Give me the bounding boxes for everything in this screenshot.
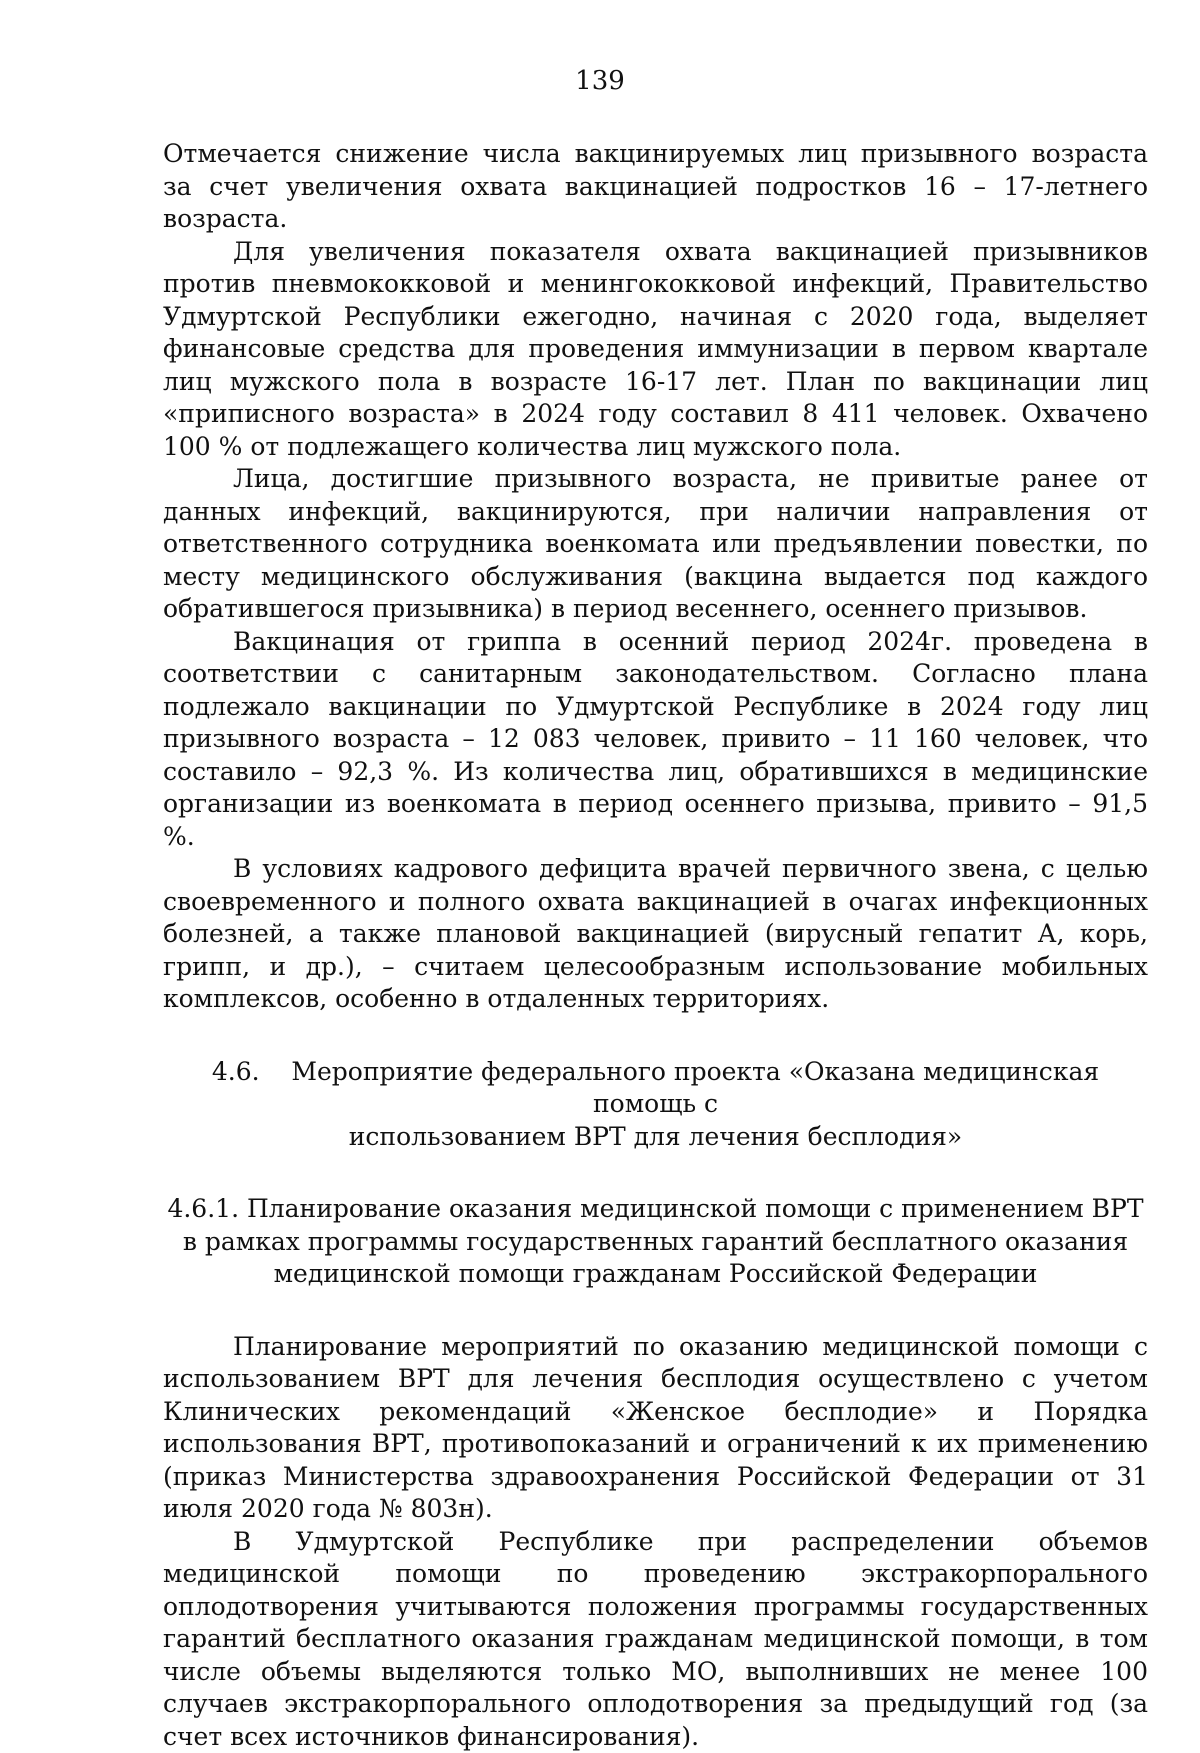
paragraph: Для увеличения показателя охвата вакцинацией призывников против пневмококковой и менингококковой инфекций, Правительство Удмуртской Республики ежегодно, начиная с 2020 года, выделяет финансовые средства для проведения иммунизации в первом квартале лиц мужского пола в возрасте 16-17 лет. План по вакцинации лиц «приписного возраста» в 2024 году составил 8 411 человек. Охвачено 100 % от подлежащего количества лиц мужского пола. (163, 236, 1148, 464)
section-heading-line: использованием ВРТ для лечения бесплодия» (163, 1121, 1148, 1154)
subsection-heading-line: медицинской помощи гражданам Российской Федерации (163, 1258, 1148, 1291)
paragraph: Лица, достигшие призывного возраста, не привитые ранее от данных инфекций, вакцинируются, при наличии направления от ответственного сотрудника военкомата или предъявлении повестки, по месту медицинского обслуживания (вакцина выдается под каждого обратившегося призывника) в период весеннего, осеннего призывов. (163, 463, 1148, 626)
paragraph: Планирование мероприятий по оказанию медицинской помощи с использованием ВРТ для лечения бесплодия осуществлено с учетом Клинических рекомендаций «Женское бесплодие» и Порядка использования ВРТ, противопоказаний и ограничений к их применению (приказ Министерства здравоохранения Российской Федерации от 31 июля 2020 года № 803н). (163, 1331, 1148, 1526)
paragraph: Отмечается снижение числа вакцинируемых лиц призывного возраста за счет увеличения охвата вакцинацией подростков 16 – 17-летнего возраста. (163, 138, 1148, 236)
paragraph: В условиях кадрового дефицита врачей первичного звена, с целью своевременного и полного охвата вакцинацией в очагах инфекционных болезней, а также плановой вакцинацией (вирусный гепатит А, корь, грипп, и др.), – считаем целесообразным использование мобильных комплексов, особенно в отдаленных территориях. (163, 853, 1148, 1016)
subsection-heading-line: в рамках программы государственных гарантий бесплатного оказания (163, 1226, 1148, 1259)
paragraph: Вакцинация от гриппа в осенний период 2024г. проведена в соответствии с санитарным законодательством. Согласно плана подлежало вакцинации по Удмуртской Республике в 2024 году лиц призывного возраста – 12 083 человек, привито – 11 160 человек, что составило – 92,3 %. Из количества лиц, обратившихся в медицинские организации из военкомата в период осеннего призыва, привито – 91,5 %. (163, 626, 1148, 854)
paragraph: В Удмуртской Республике при распределении объемов медицинской помощи по проведению экстракорпорального оплодотворения учитываются положения программы государственных гарантий бесплатного оказания гражданам медицинской помощи, в том числе объемы выделяются только МО, выполнивших не менее 100 случаев экстракорпорального оплодотворения за предыдущий год (за счет всех источников финансирования). (163, 1526, 1148, 1753)
section-heading-line (163, 1056, 1148, 1121)
page-number: 139 (0, 66, 1200, 96)
section-title: Мероприятие федерального проекта «Оказана медицинская помощь с (291, 1057, 1099, 1119)
document-body (163, 138, 1148, 1753)
subsection-heading-4-6-1 (163, 1193, 1148, 1291)
subsection-heading-line: 4.6.1. Планирование оказания медицинской помощи с применением ВРТ (163, 1193, 1148, 1226)
section-number: 4.6. (212, 1057, 260, 1086)
section-heading-4-6 (163, 1056, 1148, 1154)
